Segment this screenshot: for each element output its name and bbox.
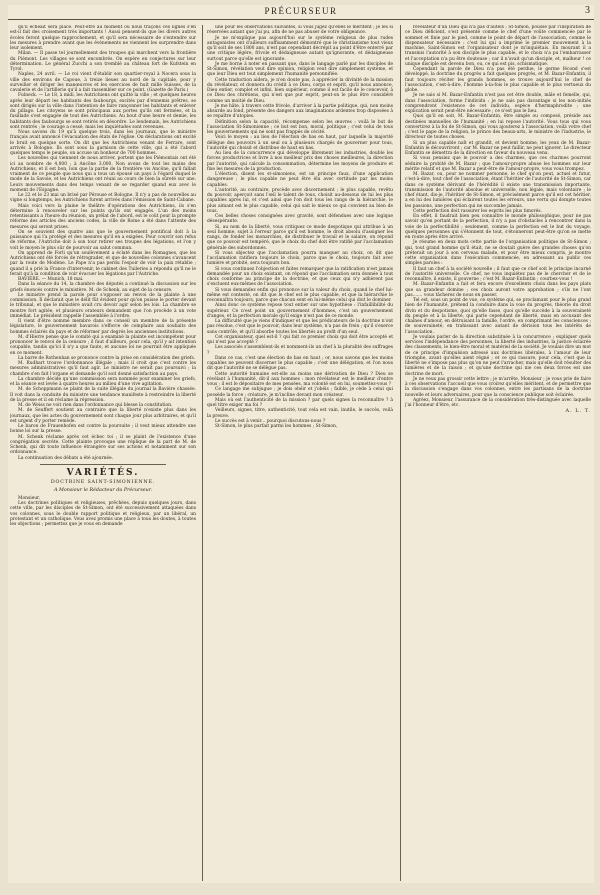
paragraph: Mais voici vers la plaine le théâtre d'opérations des Autrichiens, ils s'en détermine à renouveler sur les points qu'ils ont engagés. L'un des moins retentissants a l'heure du réunion, un prélat de l'abord, est le coût pour la prompte réforme des articles des anciens codes, la ville de Rome a été dans l'attente des mesures qui seront prises. <box>10 203 196 230</box>
paragraph: M. de Seuffert soutient au contraire que la liberté n'existe plus dans les journaux, que les actes du gouvernement sont chaque jour plus arbitraires, et qu'il est urgent d'y porter remède. <box>10 408 196 424</box>
column-2 <box>207 25 393 880</box>
paragraph: Le 22 et le 23 mai un brisé par Pérouse et Bologne. Il n'y a pas de nouvelles au vigne si longtemps, les Autrichiens furent arrivés dans l'émission de Saint-Cabane. <box>10 193 196 204</box>
paragraph: Cette traduction aidera, je n'en doute pas, à apprécier la divinité de la mission du révélateur, et donnera du crédit à ce Dieu, corps et esprit, qu'il nous annonce, Dieu entier, complet et infini, bien supérieur, comme il est facile de le concevoir, à ce Dieu des chrétiens, qui n'est que pur esprit, peut-on le plus être considéré comme un moitié de Dieu. <box>207 77 393 104</box>
paragraph: Cependant la parole de Dieu n'a pas été perdue, le germe fécond s'est développé, la doctrine du progrès a fait quelques progrès, et M. Bazar-Enfantin, il faut toujours réciter les grands hommes, se trouve aujourd'hui le chef de l'association, c'est-à-dire, l'homme à-la-fois le plus capable et le plus vertueux du globe. <box>405 67 591 93</box>
paragraph: Il faut un chef à la société nouvelle ; il faut que ce chef soit le principe incarné de l'autorité universelle. Ce chef, ne vous inquiétez pas de le chercher et de le reconnaître, il existe, il gouverne ; c'est M. Bazar-Enfantin ; courbez-vous ! <box>405 266 591 282</box>
paragraph: Je ne sais si M. Bazar-Enfantin n'est pas cet être double, mâle et femelle, qui, dans l'association, forme l'individu : je ne sais pas davantage si les non-initiés comprendront l'existence de cet individu, espèce d'hermaphrodite ; une explication serait peut-être nécessaire ; ce n'est pas le lieu. <box>405 93 591 114</box>
paragraph: Les nouvelles qui viennent de nous arriver, portent que les Piémontais ont été ici au nombre de 4,000 ; à Ancône 3,000. Non avons de tout les mains des Autrichiens, et il est bon, loin que la partie de la frontière vis Ancône, qu'il fallait vraiment de ce peuple que nous qui a tous un épousé un pays à l'égard duquel le mode de la Savoie, et les Autrichiens ont réuni au cours de bien la sûreté sur une. Leurs mouvements dans des temps venant de se regarder quand eux avec le moment de l'Espagne. <box>10 156 196 193</box>
paragraph: La chambre décide qu'une commission sera nommée pour examiner les griefs, et la séance est levée à quatre heures au milieu d'une vive agitation. <box>10 376 196 387</box>
paragraph: M. Schenk réclame après cet échec toi ; il se plaint de l'existence d'une congrégation secrète. Cette plainte provoque une réplique de la part de M. de Schenk, qui dit toute influence étrangère sur ses actions et notamment sur son ordonnance. <box>10 434 196 456</box>
paragraph: Je ne m'explique pas aujourd'hui sur le système religieux de plus rudes antagonistes ont d'ailleurs suffisamment démontré que le christianisme tout vieux qu'il soit de ses 1800 ans, n'est pas cependant décrépit au point d'être enterré par une critique légère, frivole et dédaigneuse autant qu'ignorante, et dédaigneuse surtout parce qu'elle est ignorante. <box>207 35 393 62</box>
paragraph: M. Bazar-Enfantin a fait et fera encore d'excellents choix dans les pays plats que sa grandeur domine ; ces choix auront votre approbation ; s'ils ne l'ont pas....... vous tâcherez de nous en passer. <box>405 282 591 298</box>
paragraph: La difficulté que je viens d'indiquer et que les prédicateurs de la doctrine n'ont pas résolue, c'est que le pouvoir, dans leur système, n'a pas de frein ; qu'il s'exerce sans contrôle, et qu'il absorbe toutes les libertés au profit d'un seul. <box>207 319 393 335</box>
column-3 <box>405 25 591 880</box>
paragraph: La continuation des débats a été ajournée. <box>18 455 113 461</box>
paragraph: Nous savons du 19 qu'à quelque trois, dans les journaux, que le ministre français avait annoncé l'évacuation des états de l'église. On déclarations ont excité le bruit en quelque sorte. On dit que les Autrichiens venant de Ferrare, sont arrivés à Bologne. Ils sont sous la garnison de cette ville, qui a été l'abord quelques temps le peuple, on accuse un bonheur de 700 hommes. <box>10 130 196 156</box>
paragraph: qu'il échéait sera placé. Peut-être au moment où nous traçons ces lignes s'en est-il fait des croisement très importants ! Aussi pensent-ils que les divers autres écoles feront quelque rapprochement, et qu'il sera nécessaire de s'entendre sur les mesures à prendre avant que les événements ne viennent les surprendre dans leur isolement. <box>10 25 196 51</box>
paragraph: Veilleurs, signes, titre, authenticité, tout cela est vain, inutile, le succès, voilà la preuve. <box>207 408 393 419</box>
paragraph: On apprend de Forli qu'un soulèvement a éclaté dans les Romagnes, que les Autrichiens ont été forcés de rétrograder, et que de nouvelles colonnes s'avancent par la route de Modène. Le Pape n'a pas perdu l'espoir de voir la paix rétablie ; quand il a prié la France d'intervenir, le cabinet des Tuileries a répondu qu'il ne le ferait qu'à la condition de voir évacuer les légations par l'Autriche. <box>10 250 196 277</box>
paragraph: Si vous objectez que l'acclamation pourra manquer au choix, on dit que l'acclamation ratifiera toujours le choix, parce que le choix, toujours fait avec lumière et probité, sera toujours bon. <box>207 250 393 267</box>
paragraph: Ainsi donc ce système repose tout entier sur une hypothèse : l'infaillibilité du supérieur. Ce n'est point un gouvernement d'hommes, c'est un gouvernement d'anges, et la perfection morale qu'il exige n'est pas de ce monde. <box>207 303 393 319</box>
paragraph: M. Rudhart trouve l'ordonnance illégale ; mais il croit que c'est contre les mesures administratives qu'il faut agir. Le ministre ne serait pas poursuivi ; la chambre s'en fait l'organe et demande qu'il soit donné satisfaction au pays. <box>10 361 196 377</box>
column-1-body <box>10 25 196 461</box>
paragraph: une pour les observations suivantes, si vous jugez qu'elles le méritent ; je les si réservées autant que j'ai pu, afin de ne pas abuser de votre obligeance. <box>207 25 393 36</box>
paragraph: Quoi qu'il en soit, M. Bazar-Enfantin, être simple ou composé, préside aux destinées manuelles de l'humanité ; en lui repose l'autorité. Vous tous qui vous convertirez à la foi de St-Simon, qui vous ajouterez à l'association, voilà votre chef ; c'est le pape de la religion, le prince des beaux-arts, le ministre de l'industrie, le directeur de toutes choses. <box>405 114 591 141</box>
paragraph: révélateur d'un Dieu qui n'a pas d'autels ; St-Simon, poussé par l'inspiration de ce Dieu déficient, s'est présenté comme le chef d'une voûte commencée par le sommet et finie par le pied, comme le point de départ de l'association, comme le dispensateur nécessaire : c'est lui qui a imprimé le premier mouvement à la machine, Saint-Simon est l'organisateur dont je m'inquiétais. En mourant il a transmis l'autorité à son disciple le plus capable, et le choix n'a pu l'embarrasser et l'acceptation n'a pu être douteuse ; car il n'avait qu'un disciple, et, malheur ! ce unique disciple est devenu bon, ou, ce qui est pis, schismatique. <box>405 25 591 67</box>
signature: A. L. T. <box>565 408 591 415</box>
paragraph: Cette autorité humaine est-elle au moins une dérivation de Dieu ? Dieu se révélant à l'humanité, dit-il aux hommes : mon révélateur est le meilleur d'entre vous ; il est le dépositaire de mes pensées, ma volonté est en lui, soumettez-vous ? <box>207 371 393 387</box>
paragraph: Il vient d'être nommé membre dans ce conseil un membre de la présente législature, le gouvernement bavarois s'efforce de complaire aux souhaits des hommes éclairés du pays et de réformer par degrés les anciennes institutions. <box>10 319 196 335</box>
paragraph: Dans la séance du 14, la chambre des députés a continué la discussion sur les griefs énoncés contre le ministère. M. de Schenk, au sujet de la censure. <box>10 282 196 293</box>
section-subtitle: DOCTRINE SAINT-SIMONIENNE. <box>50 479 156 485</box>
paragraph: On se souvient des quatre ans que le gouvernement pontifical doit à la puissance qui l'a protégé et des mesures qu'il en a exigées. Pour couvrir son refus de réforme, l'Autriche doit à son tour retirer ses troupes des légations, et l'on y voit le moyen le plus sûr de pourvoir au salut commun. <box>10 229 196 251</box>
paragraph: L'élection, disent les st-simoniens, est un principe faux, d'une application dangereuse ; le plus capable ne peut être élu avec certitude par les moins capables. <box>207 172 393 188</box>
running-head: PRÉCURSEUR <box>264 6 338 16</box>
paragraph: Naples, 24 avril. — Le roi vient d'établir son quartier-royal à Nocera sous la ville des environs de Capoue, à treize lieues au nord de la capitale, pour y surveiller et diriger les manœuvres et les exercices de huit mille Suisses, de la cavalerie et de l'artillerie qu'il a fait rassembler sur ce point. (Gazette de Paris.) <box>10 72 196 93</box>
paragraph: Monsieur, <box>18 495 41 501</box>
paragraph: Le ministre prend la parole pour s'opposer au renvoi de la plainte à une commission. Il déclarait que le délit fût évident pour qu'on puisse le porter devant le tribunal, et que le ministère avait cru devoir agir selon les lois. La chambre se montre fort agitée, et plusieurs orateurs demandent que l'on procède à un vote immédiat. Le président rappelle l'assemblée à l'ordre. <box>10 292 196 319</box>
paragraph: En effet, il faudrait bien peu connaître le monde philosophique, pour ne pas savoir qu'en portant de la perfection, il n'y a pas d'obstacles à rencontrer dans la voie de la perfectibilité ; seulement, comme la perfection est le but du voyage, quelques personnes qui s'étonnent de tout, s'étonneront peut-être qu'on se mette en route après être arrivé. <box>405 214 591 240</box>
paragraph: Si, au nom de la liberté, vous critiquez ce mode despotique qui attribue à un seul homme, sujet à l'erreur parce qu'il est homme, le droit absolu d'assigner les rangs, de fonder les monarchies, de distribuer le travail et le salaire, on répond que ce pouvoir est tempéré, que le choix du chef doit être ratifié par l'acclamation générale des subordonnés. <box>207 224 393 251</box>
paragraph: Je me borne à noter en passant que, dans le langage parlé par les disciples de St-Simon, révélation veut dire opinion, religion veut dire simplement système, et que leur Dieu est tout simplement l'humanité personnifiée. <box>207 61 393 78</box>
paragraph: Si un plus capable naît et grandit, et devient homme, les yeux de M. Bazar-Enfantin le découvriront ; car M. Bazar ne peut faillir, ne peut ignorer. Le directeur Enfantin se démettra de la direction en faveur du nouveau venu. <box>405 140 591 156</box>
paragraph: Mais où est l'authenticité de la mission ? par quels signes la reconnaître ? à quel titre exiger ma foi ? <box>207 397 393 408</box>
paragraph: Ce langage me subjugue ; je dois obéir et j'obéis ; faible, je cède à celui qui possède la force ; créature, je m'incline devant mon créateur. <box>207 387 393 398</box>
paragraph: M. Bazar, ou, pour ne nommer personne, le chef qu'on peut, actuel et futur, c'est-à-dire, tout chef de l'association, étant l'héritier de l'autorité de St-Simon, car dans ce système dérivant de l'hérédité il existe une transmission importante, transmission de l'autorité absolue et universelle, non légale, mais volontaire ; le chef étant, dis-je, l'héritier de St-Simon, et précisément parce qu'il est cet héritier, a en lui des lumières qui éclairent toutes les erreurs, une vertu qui dompte toutes les passions, une perfection qui ne succombe jamais. <box>405 172 591 209</box>
paragraph: Si vous pensiez que le pouvoir a des charmes, que ces charmes pourront séduire la probité de M. Bazar ; que l'amour-propre abuse les hommes sur leur mérite relatif et que M. Bazar a peut-être de l'amour-propre, vous vous trompez. <box>405 156 591 172</box>
paragraph: St-Simon, le plus parfait parmi les hommes ; St-Simon, <box>215 424 338 429</box>
column-1 <box>10 25 196 880</box>
paragraph: Ces belles choses consignées avec gravité, sont défendues avec une logique désespérante. <box>207 214 393 225</box>
paragraph: Si vous demandez enfin qui prononce sur la valeur du choix, quand le chef lui-même est contesté, on dit que le chef est le plus capable, et que la hiérarchie le reconnaîtra toujours, parce que chacun sent en lui-même celui qui doit le dominer. <box>207 287 393 303</box>
column-2-body <box>207 25 393 429</box>
paragraph: Je voulais parler de la direction substituée à la concurrence ; expliquer quels services l'indépendance des personnes, la liberté des industries, la justice éclairée des classements, le bien-être moral et matériel de la société. Je voulais dire un mot de ce principe d'impulsion adressé aux doctrines libérales, à l'amour de leur triomphe, avant qu'elles aient régné ; et ce qui rassure, pour cela, c'est que la liberté ne s'impose pas plus qu'on ne peut l'arracher, mais qu'elle doit résulter des lumières et de la raison ; et qu'une doctrine qui nie ces deux forces est une doctrine de mort. <box>405 334 591 377</box>
paragraph: Je me hâte, à travers cette frivole, d'arriver à la partie politique, qui, non moins absurde au fond, présente des dangers aux imaginations ardentes trop disposées à se repaître d'utopies. <box>207 103 393 120</box>
section-address: A Monsieur le Rédacteur du Précurseur. <box>53 487 153 493</box>
paragraph: Milan. — Il passe tel journellement des troupes qui marchent vers la frontière du Piémont. Les villages se sont encombrés. On espère en conjectures sur leur détermination. Le général Zucchi a son tremblé au château fort de Kufstein en Tyrol. <box>10 51 196 72</box>
paragraph: Je résume en deux mots cette partie de l'organisation politique de St-Simon ; qui, tout grand homme qu'il était, ne se doutait guère des grandes choses qu'on préterait un jour à son cerveau malade, et pour être mieux compris, je montre cette organisation dans l'exécution commencée, en adressant au public ces simples paroles : <box>405 240 591 267</box>
paragraph: Les doctrines politiques et religieuses, prêchées, depuis quelques jours, dans cette ville, par les disciples de St-Simon, ont été successivement attaquées dans vos colonnes, sous le double rapport politique et religieux, par un libéral, un protestant et un catholique. Vous avez promis une place à tous les doutes, à toutes les objections ; permettez que je vous en demande <box>10 501 196 527</box>
paragraph: Le succès est à venir... pourquoi discutons-nous ? <box>215 418 326 424</box>
paragraph: Tel est, sous un point de vue, ce système qui, se proclamant pour le plus grand bien de l'humanité, prétend la conduire dans la voie du progrès, théorie du droit divin et du despotisme, quoi qu'elle fasse, quoi qu'elle succède à la souveraineté du peuple et à la liberté, qui parle cependant de liberté, mais en accusant des chaînes d'amour, en détruisant la famille, l'ordre, en comprimant les consciences ; de souveraineté, en trahissant avec autant de dérision tous les intérêts de l'association. <box>405 298 591 335</box>
paragraph: Fulneck. — Le 18, à midi, les Autrichiens ont quitté la ville ; et quelques heures après leur départ les habitants des faubourgs, excités par d'ennemis prêtres, se sont dirigés sur la ville dans l'intention de faire rançonner les habitants et enlever du pillage. Les citoyens se sont principaux aux portes qu'ils ont fermées, et la fusillade s'est engagée de tout des Autrichiens. Au bout d'une heure et demie, les habitants des faubourgs se sont retirés en désordre. Le lendemain, les Autrichiens sont rentrés ; le courage a cessé, mais les inquiétudes sont revenues. <box>10 93 196 130</box>
column-rule <box>400 25 401 881</box>
paragraph: Définition selon la capacité, récompense selon les œuvres : voilà le but de l'association St-Simonienne ; ce but est bon, moral, politique ; c'est celui de tous les gouvernements qui ne sont pas frappés de cécité. <box>207 119 393 135</box>
page-number: 3 <box>585 5 590 16</box>
paragraph: La barre de Rothenhan se prononce contre la prise en considération des griefs. <box>18 355 196 361</box>
masthead <box>8 5 594 20</box>
section-divider <box>40 464 166 465</box>
paragraph: Cette perfection doit rassurer les esprits les plus timorés. <box>413 208 542 214</box>
column-3-body <box>405 25 591 408</box>
paragraph: Le baron de Frauenhofen est contre la poursuite ; il veut mieux attendre une bonne loi sur la presse. <box>10 424 196 435</box>
paragraph: Cet organisateur, quel est-il ? qui fait ce premier choix qui doit être accepté et qui n'est pas accepté ? <box>207 334 393 345</box>
paragraph: Les associés s'assemblent-ils et nomment-ils un chef à la pluralité des suffrages ? <box>207 345 393 356</box>
section-title: VARIÉTÉS. <box>66 467 140 478</box>
paragraph: Au lieu de la concurrence qui développe librement les industries, double les forces productrices et livre à nos meilleur prix des choses meilleures, la direction par l'autorité, qui calcule la consommation, détermine les moyens de produire et fixe les mesures de la production. <box>207 151 393 172</box>
paragraph: M. de Schoppmann se plaint de la suite illégale du journal la Bavière chassée. Il voit dans la conduite du ministre une tendance manifeste à restreindre la liberté de la presse et il en réclame la répression. <box>10 387 196 403</box>
newspaper-page <box>8 5 594 883</box>
paragraph: Agréez, Monsieur, l'assurance de la considération très-distinguée avec laquelle j'ai l'honneur d'être, etc. <box>405 397 591 408</box>
paragraph: M. d'Hierre pense que le comité qui a examiné la plainte est incompétent pour prononcer le renvoi de la censure ; il faut d'ailleurs, pour cela, qu'il y ait intention coupable, tandis qu'ici il n'y a que faute, et aucune loi ne pourrait être appliquée en ce moment. <box>10 334 196 356</box>
paragraph: Je ne veux pas grossir cette lettre ; je m'arrête, Monsieur ; je vous prie de faire à ces observations l'accueil que vous croirez qu'elles méritent, et de permettre que la discussion s'engage dans vos colonnes, entre les partisans de la doctrine nouvelle et leurs adversaires, pour que la conscience publique soit éclairée. <box>405 376 591 398</box>
section-body <box>10 496 196 528</box>
paragraph: M. de Weiss ne voit rien dans l'ordonnance qui blesse la constitution. <box>18 403 173 408</box>
paragraph: Si vous continuez l'objection et faites remarquer que la ratification n'est jamais demandée pour un choix existant, on répond que l'acclamation sera donnée à tout choix conforme au principe de la doctrine, et que ceux qui n'y adhèrent pas s'excluent eux-mêmes de l'association. <box>207 266 393 288</box>
paragraph: Voici le moyen : au lieu de l'élection de bas en haut, par laquelle la majorité délègue des pouvoirs à un seul ou à plusieurs chargés de gouverner pour tous, l'autorité qui choisit et distribue de haut en bas. <box>207 135 393 151</box>
column-rule <box>202 25 203 881</box>
paragraph: Dans ce cas, c'est une élection de bas en haut ; or, nous savons que les moins capables ne peuvent discerner le plus capable ; c'est une délégation, et l'on nous dit que l'autorité ne se délègue pas. <box>207 355 393 372</box>
paragraph: L'autorité, au contraire, procède avec discernement ; le plus capable, revêtu du pouvoir, aperçoit sans l'œil le talent de tous, choisit au-dessous de lui les plus capables après lui, et c'est ainsi que l'on doit tous les rangs de la hiérarchie, le plus aimant est le plus capable, celui qui sait le mieux ce qui convient au bien de tous. <box>207 187 393 214</box>
paragraph: BAVIÈRE. — Munich, 18 mai. <box>18 277 84 282</box>
